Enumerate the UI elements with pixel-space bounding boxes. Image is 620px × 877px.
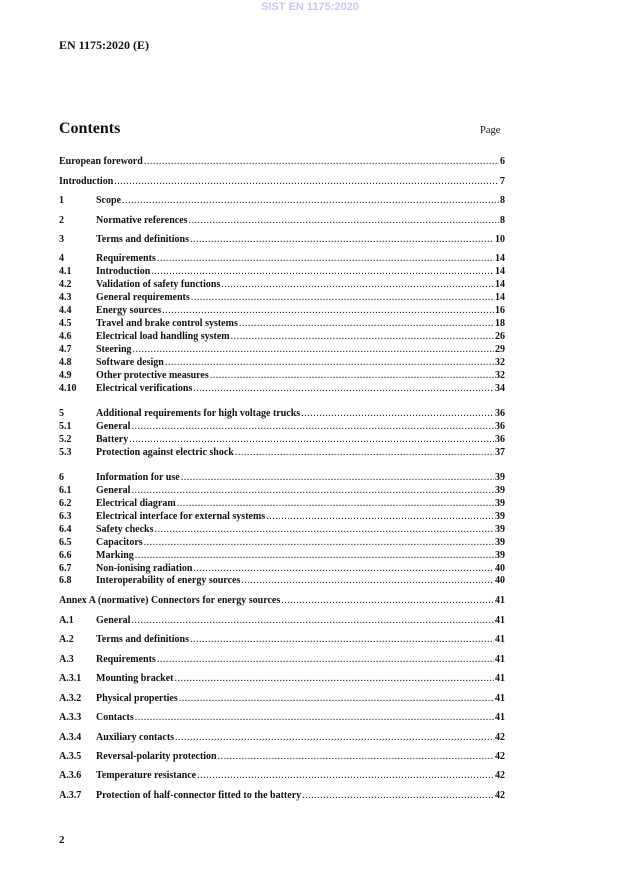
dot-leader	[151, 265, 494, 278]
toc-entry[interactable]	[59, 252, 505, 265]
toc-entry-title: Other protective measures	[96, 370, 209, 381]
toc-entry[interactable]	[59, 789, 505, 802]
toc-entry-number: 6	[59, 472, 64, 483]
toc-entry-number: 3	[59, 234, 64, 245]
toc-entry[interactable]	[59, 382, 505, 395]
dot-leader	[302, 789, 494, 802]
toc-entry-number: 4.8	[59, 357, 72, 368]
dot-leader	[122, 194, 499, 207]
toc-entry[interactable]	[59, 369, 505, 382]
toc-entry-page: 41	[495, 654, 505, 665]
toc-entry-number: 6.1	[59, 485, 72, 496]
toc-entry-page: 14	[495, 279, 505, 290]
toc-entry-page: 14	[495, 253, 505, 264]
watermark: SIST EN 1175:2020	[261, 1, 359, 13]
dot-leader	[181, 471, 494, 484]
toc-entry-title: Terms and definitions	[96, 234, 189, 245]
toc-entry[interactable]	[59, 750, 505, 763]
toc-entry-page: 16	[495, 305, 505, 316]
toc-entry[interactable]	[59, 433, 505, 446]
toc-entry[interactable]	[59, 536, 505, 549]
toc-entry-page: 40	[495, 563, 505, 574]
toc-entry[interactable]	[59, 330, 505, 343]
dot-leader	[179, 692, 494, 705]
toc-entry[interactable]	[59, 420, 505, 433]
toc-entry-number: 6.6	[59, 550, 72, 561]
toc-entry-number: A.3.6	[59, 770, 82, 781]
toc-entry[interactable]	[59, 692, 505, 705]
toc-entry[interactable]	[59, 194, 505, 207]
toc-entry-title: Battery	[96, 434, 129, 445]
toc-entry-page: 41	[495, 693, 505, 704]
toc-entry-page: 42	[495, 732, 505, 743]
toc-entry-page: 8	[500, 215, 505, 226]
toc-entry-number: A.2	[59, 634, 74, 645]
dot-leader	[165, 356, 494, 369]
toc-entry[interactable]	[59, 356, 505, 369]
toc-entry[interactable]	[59, 214, 505, 227]
toc-entry-number: 6.4	[59, 524, 72, 535]
toc-entry-number: 2	[59, 215, 64, 226]
toc-entry-number: 6.7	[59, 563, 72, 574]
toc-entry-number: 4.2	[59, 279, 72, 290]
toc-entry-title: Introduction	[59, 176, 114, 187]
toc-entry-page: 39	[495, 485, 505, 496]
toc-entry-page: 7	[500, 176, 505, 187]
dot-leader	[235, 446, 494, 459]
toc-entry-page: 32	[495, 370, 505, 381]
toc-entry[interactable]	[59, 731, 505, 744]
dot-leader	[135, 711, 494, 724]
toc-entry-number: 4.7	[59, 344, 72, 355]
toc-entry[interactable]	[59, 265, 505, 278]
toc-entry-title: Electrical load handling system	[96, 331, 230, 342]
toc-entry-number: 4.5	[59, 318, 72, 329]
toc-entry-number: 4.9	[59, 370, 72, 381]
toc-entry-title: Terms and definitions	[96, 634, 189, 645]
toc-entry-page: 39	[495, 498, 505, 509]
dot-leader	[135, 549, 494, 562]
toc-entry-page: 36	[495, 408, 505, 419]
toc-entry-title: General requirements	[96, 292, 190, 303]
toc-entry-page: 41	[495, 615, 505, 626]
dot-leader	[191, 291, 494, 304]
toc-entry-number: 4.6	[59, 331, 72, 342]
toc-entry-title: Travel and brake control systems	[96, 318, 238, 329]
dot-leader	[155, 523, 495, 536]
toc-entry-title: Reversal-polarity protection	[96, 751, 217, 762]
toc-entry-number: A.3.4	[59, 732, 82, 743]
dot-leader	[114, 175, 499, 188]
toc-entry-number: 6.5	[59, 537, 72, 548]
dot-leader	[177, 497, 494, 510]
toc-entry[interactable]	[59, 471, 505, 484]
toc-entry-number: 1	[59, 195, 64, 206]
toc-entry[interactable]	[59, 672, 505, 685]
dot-leader	[241, 574, 494, 587]
toc-entry-number: 4.10	[59, 383, 77, 394]
toc-entry-title: Contacts	[96, 712, 134, 723]
toc-entry-number: 5.3	[59, 447, 72, 458]
toc-entry-number: A.3.3	[59, 712, 82, 723]
dot-leader	[144, 536, 494, 549]
toc-entry-page: 32	[495, 357, 505, 368]
toc-entry[interactable]	[59, 497, 505, 510]
toc-entry-page: 14	[495, 266, 505, 277]
toc-entry-number: A.3	[59, 654, 74, 665]
toc-entry-title: Mounting bracket	[96, 673, 174, 684]
dot-leader	[131, 484, 494, 497]
toc-entry-page: 36	[495, 434, 505, 445]
toc-entry-number: A.3.2	[59, 693, 82, 704]
toc-entry[interactable]	[59, 175, 505, 188]
page-column-label: Page	[480, 125, 501, 136]
toc-entry-title: Physical properties	[96, 693, 178, 704]
toc-entry-page: 42	[495, 751, 505, 762]
dot-leader	[157, 252, 494, 265]
toc-entry-title: Auxiliary contacts	[96, 732, 175, 743]
dot-leader	[210, 369, 494, 382]
dot-leader	[266, 510, 494, 523]
toc-entry-page: 41	[495, 712, 505, 723]
toc-entry-page: 14	[495, 292, 505, 303]
toc-entry-page: 39	[495, 550, 505, 561]
toc-entry-page: 42	[495, 790, 505, 801]
toc-entry[interactable]	[59, 614, 505, 627]
toc-entry[interactable]	[59, 233, 505, 246]
dot-leader	[231, 330, 494, 343]
toc-entry[interactable]	[59, 155, 505, 168]
toc-entry-title: Electrical interface for external systems	[96, 511, 266, 522]
toc-entry[interactable]	[59, 407, 505, 420]
toc-entry-page: 18	[495, 318, 505, 329]
dot-leader	[133, 343, 494, 356]
toc-entry[interactable]	[59, 711, 505, 724]
toc-entry-page: 41	[495, 595, 505, 606]
toc-entry-title: Temperature resistance	[96, 770, 197, 781]
toc-entry[interactable]	[59, 594, 505, 607]
dot-leader	[221, 278, 494, 291]
toc-entry-page: 40	[495, 575, 505, 586]
toc-entry-number: 4.4	[59, 305, 72, 316]
toc-entry[interactable]	[59, 549, 505, 562]
toc-entry-title: Electrical verifications	[96, 383, 193, 394]
page-number: 2	[59, 834, 65, 846]
toc-entry-page: 6	[500, 156, 505, 167]
toc-entry-page: 34	[495, 383, 505, 394]
toc-entry[interactable]	[59, 653, 505, 666]
toc-entry-page: 39	[495, 524, 505, 535]
toc-entry-number: 6.3	[59, 511, 72, 522]
toc-entry-title: Protection against electric shock	[96, 447, 234, 458]
toc-entry-title: Marking	[96, 550, 134, 561]
toc-entry-page: 10	[495, 234, 505, 245]
toc-entry-number: 6.8	[59, 575, 72, 586]
toc-entry-page: 42	[495, 770, 505, 781]
toc-entry-number: 6.2	[59, 498, 72, 509]
dot-leader	[193, 382, 494, 395]
toc-entry-title: Safety checks	[96, 524, 154, 535]
toc-entry-number: A.1	[59, 615, 74, 626]
toc-entry-number: 5.2	[59, 434, 72, 445]
dot-leader	[218, 750, 494, 763]
dot-leader	[239, 317, 494, 330]
toc-entry-title: Software design	[96, 357, 164, 368]
toc-entry-title: Validation of safety functions	[96, 279, 221, 290]
toc-entry-title: Information for use	[96, 472, 180, 483]
toc-entry-page: 29	[495, 344, 505, 355]
toc-entry-title: Requirements	[96, 654, 156, 665]
toc-entry-title: Introduction	[96, 266, 151, 277]
toc-entry-number: 5	[59, 408, 64, 419]
dot-leader	[131, 420, 494, 433]
toc-entry-number: A.3.1	[59, 673, 82, 684]
dot-leader	[190, 633, 494, 646]
toc-entry[interactable]	[59, 574, 505, 587]
toc-entry-title: Annex A (normative) Connectors for energy sources	[59, 595, 281, 606]
dot-leader	[189, 214, 499, 227]
toc-entry[interactable]	[59, 317, 505, 330]
dot-leader	[144, 155, 499, 168]
toc-entry[interactable]	[59, 633, 505, 646]
toc-entry-number: A.3.5	[59, 751, 82, 762]
toc-entry[interactable]	[59, 510, 505, 523]
toc-entry-title: Requirements	[96, 253, 156, 264]
toc-entry-title: Additional requirements for high voltage trucks	[96, 408, 301, 419]
dot-leader	[175, 731, 494, 744]
toc-entry[interactable]	[59, 769, 505, 782]
toc-entry-page: 39	[495, 537, 505, 548]
dot-leader	[190, 233, 494, 246]
toc-entry-title: Steering	[96, 344, 132, 355]
toc-entry[interactable]	[59, 278, 505, 291]
toc-entry-page: 41	[495, 673, 505, 684]
toc-entry-page: 8	[500, 195, 505, 206]
document-header: EN 1175:2020 (E)	[59, 38, 149, 52]
toc-entry[interactable]	[59, 343, 505, 356]
toc-entry[interactable]	[59, 446, 505, 459]
toc-entry-title: Energy sources	[96, 305, 162, 316]
toc-entry-title: Interoperability of energy sources	[96, 575, 241, 586]
toc-entry-title: Normative references	[96, 215, 188, 226]
toc-entry-page: 26	[495, 331, 505, 342]
toc-entry-page: 37	[495, 447, 505, 458]
toc-entry-number: 4	[59, 253, 64, 264]
toc-entry-title: General	[96, 615, 131, 626]
toc-entry-title: General	[96, 485, 131, 496]
dot-leader	[281, 594, 494, 607]
toc-entry-page: 41	[495, 634, 505, 645]
toc-entry-title: Non-ionising radiation	[96, 563, 193, 574]
dot-leader	[175, 672, 495, 685]
toc-entry-page: 39	[495, 511, 505, 522]
toc-entry-number: 4.3	[59, 292, 72, 303]
dot-leader	[129, 433, 494, 446]
toc-entry-number: 5.1	[59, 421, 72, 432]
toc-entry[interactable]	[59, 523, 505, 536]
toc-entry[interactable]	[59, 484, 505, 497]
dot-leader	[131, 614, 494, 627]
toc-entry-title: Capacitors	[96, 537, 143, 548]
dot-leader	[157, 653, 494, 666]
dot-leader	[162, 304, 494, 317]
toc-entry-title: Scope	[96, 195, 121, 206]
toc-entry[interactable]	[59, 291, 505, 304]
toc-entry-title: European foreword	[59, 156, 143, 167]
toc-entry-number: 4.1	[59, 266, 72, 277]
toc-entry-title: Electrical diagram	[96, 498, 176, 509]
dot-leader	[301, 407, 494, 420]
toc-entry-page: 39	[495, 472, 505, 483]
toc-entry-page: 36	[495, 421, 505, 432]
toc-entry[interactable]	[59, 304, 505, 317]
contents-title: Contents	[59, 120, 121, 137]
dot-leader	[197, 769, 494, 782]
toc-entry-title: General	[96, 421, 131, 432]
toc-entry-title: Protection of half-connector fitted to the battery	[96, 790, 302, 801]
toc-entry-number: A.3.7	[59, 790, 82, 801]
